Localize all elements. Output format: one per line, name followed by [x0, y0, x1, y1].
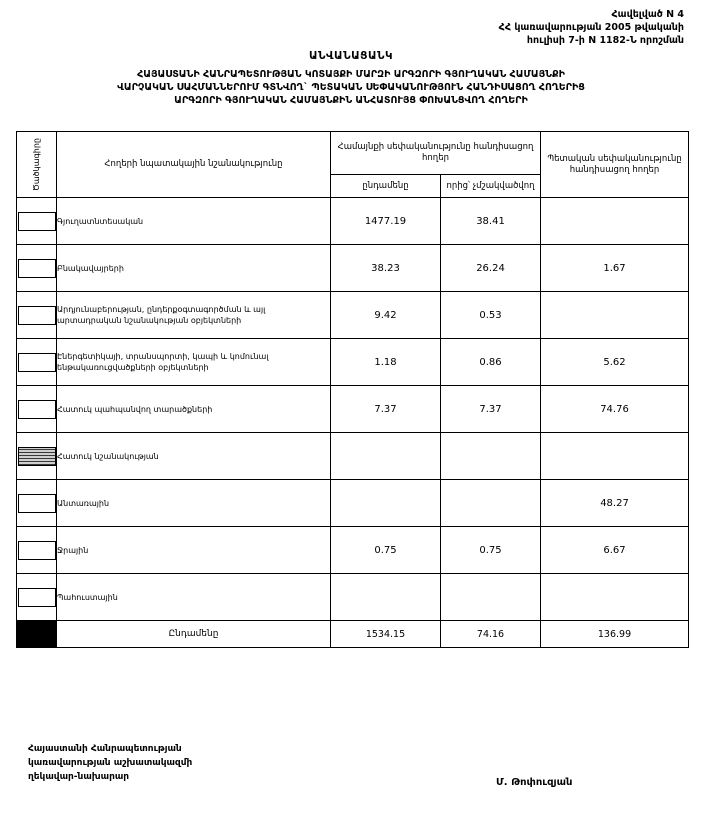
table-body — [17, 198, 689, 648]
row-state: 6.67 — [541, 527, 689, 574]
row-code-cell — [17, 386, 57, 433]
title-main: ԱՆՎԱՆԱՑԱՆԿ — [308, 50, 393, 62]
table-row — [17, 292, 689, 339]
row-state — [541, 433, 689, 480]
row-nonfin: 0.75 — [441, 527, 541, 574]
row-code-cell — [17, 433, 57, 480]
table-total-row — [17, 621, 689, 648]
row-total — [331, 433, 441, 480]
column-header-name: Հողերի նպատակային նշանակությունը — [57, 132, 331, 198]
row-state — [541, 198, 689, 245]
title-sub-line-1: ՀԱՅԱՍՏԱՆԻ ՀԱՆՐԱՊԵՏՈՒԹՅԱՆ ԿՈՏԱՅՔԻ ՄԱՐԶԻ ԱՐԳԶՈՐԻ ԳՅՈՒՂԱԿԱՆ ՀԱՄԱՅՆՔԻ — [137, 69, 565, 80]
land-table — [16, 131, 689, 648]
row-nonfin: 7.37 — [441, 386, 541, 433]
code-box[interactable] — [18, 259, 56, 278]
column-header-code — [17, 132, 57, 198]
row-name: Հատուկ նշանակության — [57, 433, 331, 480]
row-state — [541, 574, 689, 621]
row-code-cell — [17, 339, 57, 386]
signature-line-3: ղեկավար-նախարար — [28, 772, 130, 782]
row-name: Արդյունաբերության, ընդերքօգտագործման և այլ արտադրական նշանակության օբյեկտների — [57, 292, 331, 339]
row-total: 9.42 — [331, 292, 441, 339]
row-code-cell — [17, 245, 57, 292]
signature-title — [28, 742, 192, 784]
column-header-total: ընդամենը — [331, 175, 441, 198]
signature-line-1: Հայաստանի Հանրապետության — [28, 744, 182, 754]
row-name: Անտառային — [57, 480, 331, 527]
row-code-cell — [17, 198, 57, 245]
row-state: 48.27 — [541, 480, 689, 527]
code-box[interactable] — [18, 400, 56, 419]
total-sum: 1534.15 — [331, 621, 441, 648]
row-state: 74.76 — [541, 386, 689, 433]
row-nonfin: 0.86 — [441, 339, 541, 386]
row-nonfin — [441, 433, 541, 480]
annex-line-1: Հավելված N 4 — [611, 9, 684, 20]
title-sub-line-3: ԱՐԳԶՈՐԻ ԳՅՈՒՂԱԿԱՆ ՀԱՄԱՅՆՔԻՆ ԱՆՀԱՏՈՒՅՑ ՓՈԽԱՆՑՎՈՂ ՀՈՂԵՐԻ — [174, 95, 528, 106]
row-total — [331, 574, 441, 621]
total-label: Ընդամենը — [57, 621, 331, 648]
table-row — [17, 527, 689, 574]
code-box[interactable] — [18, 353, 56, 372]
table-row — [17, 480, 689, 527]
column-header-state: Պետական սեփականությունը հանդիսացող հողեր — [541, 132, 689, 198]
code-box[interactable] — [18, 306, 56, 325]
row-name: Ջրային — [57, 527, 331, 574]
land-table-container — [16, 131, 688, 648]
signature-line-2: կառավարության աշխատակազմի — [28, 758, 193, 768]
row-total: 38.23 — [331, 245, 441, 292]
row-name: Հատուկ պահպանվող տարածքների — [57, 386, 331, 433]
row-state: 5.62 — [541, 339, 689, 386]
row-name: Պահուստային — [57, 574, 331, 621]
row-nonfin — [441, 480, 541, 527]
column-header-community-group: Համայնքի սեփականությունը հանդիսացող հողեր — [331, 132, 541, 175]
code-box[interactable] — [18, 588, 56, 607]
annex-line-2: ՀՀ կառավարության 2005 թվականի — [498, 22, 684, 33]
row-state: 1.67 — [541, 245, 689, 292]
table-row — [17, 245, 689, 292]
row-nonfin: 26.24 — [441, 245, 541, 292]
row-total — [331, 480, 441, 527]
page-title — [0, 50, 702, 107]
table-row — [17, 198, 689, 245]
row-total: 0.75 — [331, 527, 441, 574]
table-row — [17, 574, 689, 621]
table-header — [17, 132, 689, 198]
signatory-name: Մ. Թոփուզյան — [496, 777, 573, 788]
title-subtitle — [0, 68, 702, 107]
code-box[interactable] — [18, 447, 56, 466]
column-header-nonfin: որից՝ չմշակվածվող — [441, 175, 541, 198]
title-sub-line-2: ՎԱՐՉԱԿԱՆ ՍԱՀՄԱՆՆԵՐՈՒՄ ԳՏՆՎՈՂ` ՊԵՏԱԿԱՆ ՍԵՓԱԿԱՆՈՒԹՅՈՒՆ ՀԱՆԴԻՍԱՑՈՂ ՀՈՂԵՐԻՑ — [117, 82, 585, 93]
row-total: 7.37 — [331, 386, 441, 433]
row-nonfin: 0.53 — [441, 292, 541, 339]
row-total: 1477.19 — [331, 198, 441, 245]
row-name: Գյուղատնտեսական — [57, 198, 331, 245]
row-state — [541, 292, 689, 339]
table-row — [17, 433, 689, 480]
annex-reference — [499, 8, 684, 47]
row-total: 1.18 — [331, 339, 441, 386]
row-name: Բնակավայրերի — [57, 245, 331, 292]
code-box[interactable] — [18, 494, 56, 513]
table-row — [17, 386, 689, 433]
total-state: 136.99 — [541, 621, 689, 648]
column-header-code-label: Ծածկագիրը — [31, 138, 41, 192]
code-box[interactable] — [18, 212, 56, 231]
row-nonfin: 38.41 — [441, 198, 541, 245]
code-box[interactable] — [18, 541, 56, 560]
total-nonfin: 74.16 — [441, 621, 541, 648]
row-code-cell — [17, 527, 57, 574]
row-code-cell — [17, 292, 57, 339]
annex-line-3: հուլիսի 7-ի N 1182-Ն որոշման — [526, 35, 684, 46]
row-code-cell — [17, 480, 57, 527]
total-code-cell — [17, 621, 57, 648]
row-nonfin — [441, 574, 541, 621]
table-row — [17, 339, 689, 386]
row-name: Էներգետիկայի, տրանսպորտի, կապի և կոմունալ ենթակառուցվածքների օբյեկտների — [57, 339, 331, 386]
row-code-cell — [17, 574, 57, 621]
